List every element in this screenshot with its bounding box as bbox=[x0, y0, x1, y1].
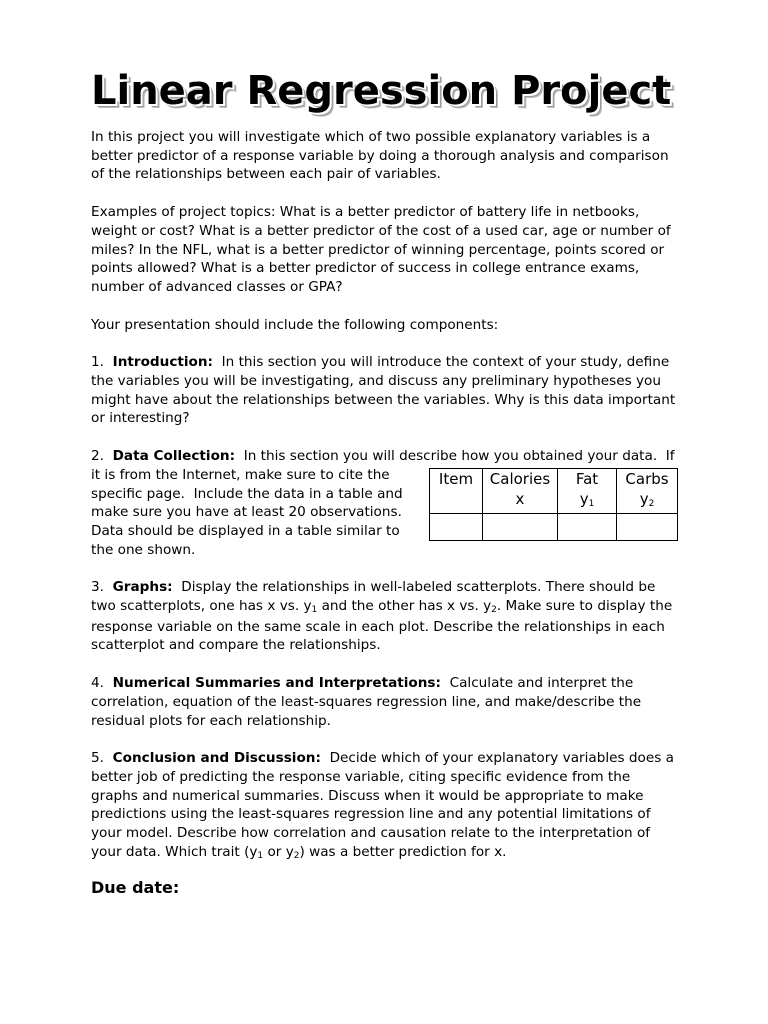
section-number: 2. bbox=[91, 448, 104, 465]
example-data-table bbox=[429, 468, 678, 541]
section-number: 3. bbox=[91, 579, 104, 596]
section-number: 5. bbox=[91, 750, 104, 767]
section-introduction bbox=[91, 353, 678, 428]
section-conclusion: 5. Conclusion and Discussion: Decide which of your explanatory variables does a better job of predicting the response variable, citing specific evidence from the graphs and numerical summaries. Discuss when it would be appropriate to make predictions using the least-squares regression line and any potential limitations of your model. Describe how correlation and causation relate to the interpretation of your data. Which trait (y1 or y2) was a better prediction for x. bbox=[91, 750, 674, 861]
table-header-cell: Calories x bbox=[483, 469, 558, 514]
section-heading: Numerical Summaries and Interpretations: bbox=[112, 675, 441, 692]
table-row bbox=[430, 514, 678, 541]
table-cell bbox=[430, 514, 483, 541]
table-header-cell: Carbs y2 bbox=[617, 469, 678, 514]
section-heading: Data Collection: bbox=[112, 448, 236, 465]
section-numerical-summaries bbox=[91, 674, 678, 730]
due-date-label: Due date: bbox=[91, 877, 180, 897]
section-number: 1. bbox=[91, 354, 104, 371]
examples-paragraph: Examples of project topics: What is a better predictor of battery life in netbooks, weight or cost? What is a better predictor of the cost of a used car, age or number of miles? In the NFL, what is a better predictor of winning percentage, points scored or points allowed? What is a better predictor of success in college entrance exams, number of advanced classes or GPA? bbox=[91, 204, 671, 295]
section-text: Calculate and interpret the correlation, equation of the least-squares regression line, and make/describe the residual plots for each relationship. bbox=[91, 675, 642, 729]
section-text: In this section you will introduce the context of your study, define the variables you will be investigating, and discuss any preliminary hypotheses you might have about the relationships between the variables. Why is this data important or interesting? bbox=[91, 354, 676, 427]
section-graphs: 3. Graphs: Display the relationships in well-labeled scatterplots. There should be two scatterplots, one has x vs. y1 and the other has x vs. y2. Make sure to display the response variable on the same scale in each plot. Describe the relationships in each scatterplot and compare the relationships. bbox=[91, 579, 673, 654]
table-header-cell: Fat y1 bbox=[558, 469, 617, 514]
page-title: Linear Regression Project bbox=[91, 68, 672, 114]
section-heading: Introduction: bbox=[112, 354, 213, 371]
table-header-row bbox=[430, 469, 678, 514]
section-data-collection bbox=[91, 447, 678, 559]
table-cell bbox=[617, 514, 678, 541]
section-number: 4. bbox=[91, 675, 104, 692]
section-heading: Graphs: bbox=[112, 579, 173, 596]
components-lead: Your presentation should include the following components: bbox=[91, 316, 499, 333]
intro-paragraph: In this project you will investigate which of two possible explanatory variables is a better predictor of a response variable by doing a thorough analysis and comparison of the relationships between each pair of variables. bbox=[91, 129, 669, 183]
section-heading: Conclusion and Discussion: bbox=[112, 750, 321, 767]
table-cell bbox=[483, 514, 558, 541]
section-text: In this section you will describe how you obtained your data. If bbox=[243, 448, 675, 465]
table-cell bbox=[558, 514, 617, 541]
section-text-continued: it is from the Internet, make sure to cite the specific page. Include the data in a table and make sure you have at least 20 observations. Data should be displayed in a table similar to the one shown. bbox=[91, 466, 403, 558]
table-header-cell: Item bbox=[430, 469, 483, 514]
